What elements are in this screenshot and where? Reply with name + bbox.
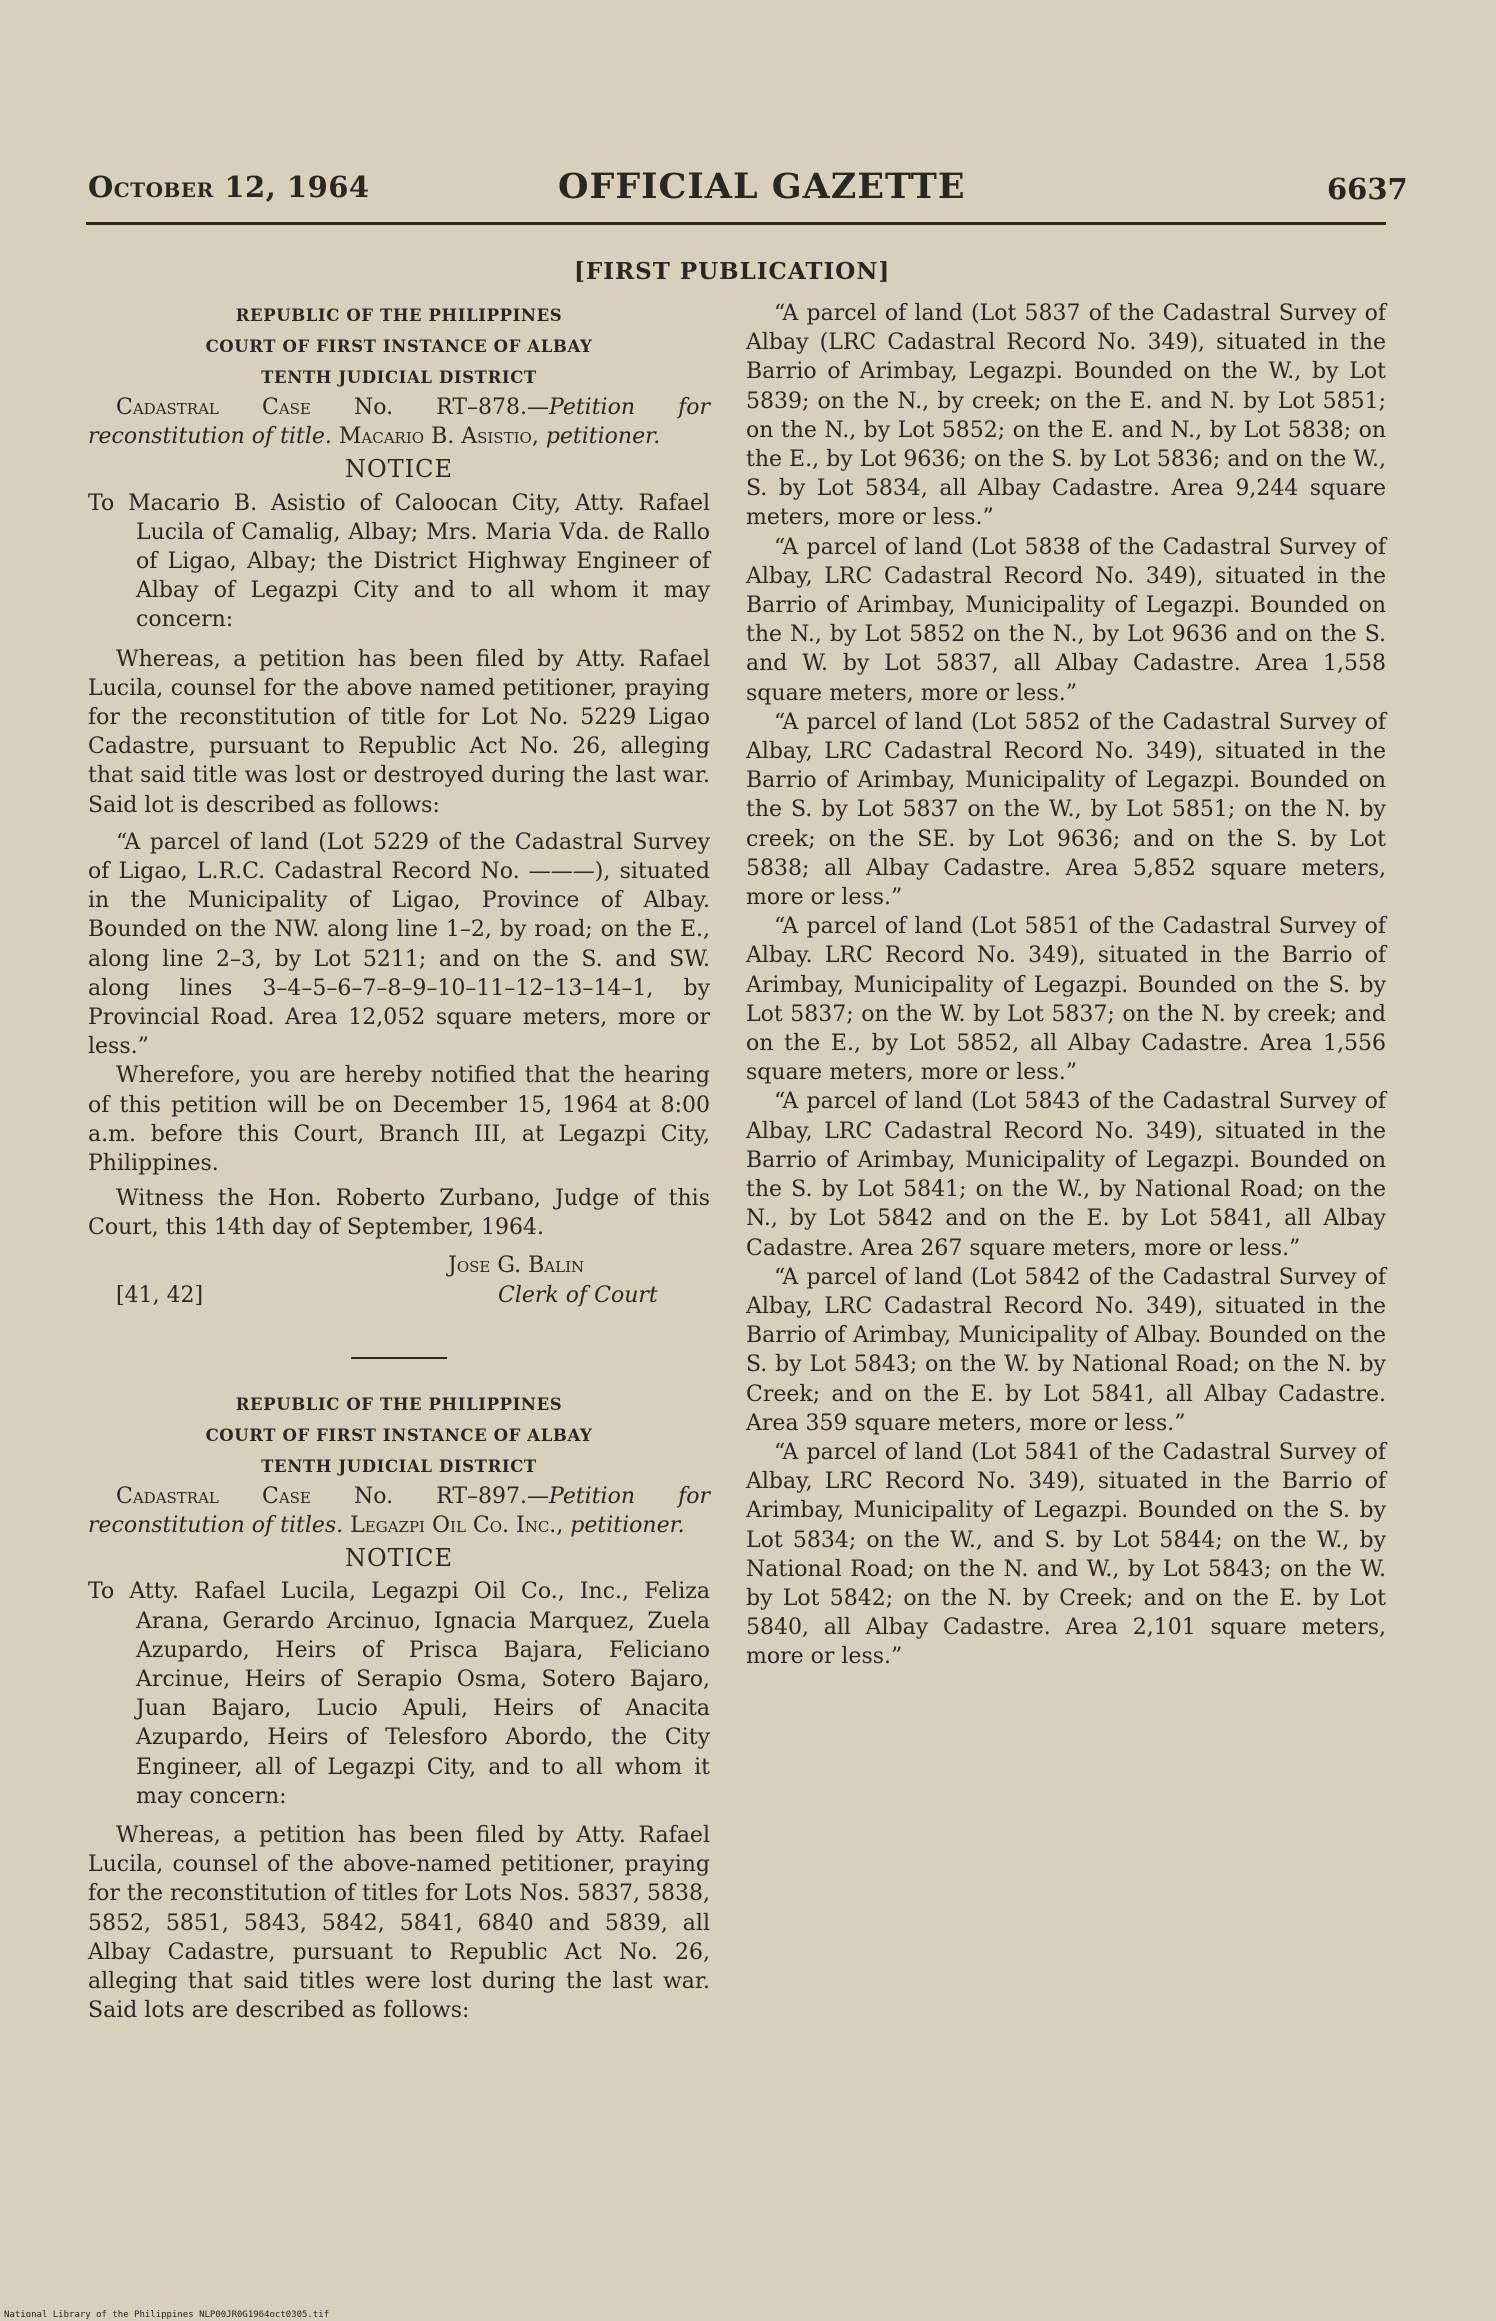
publication-label: [FIRST PUBLICATION] xyxy=(574,258,891,285)
running-head-title: OFFICIAL GAZETTE xyxy=(558,166,966,207)
notice-heading: NOTICE xyxy=(344,455,454,484)
notice-paragraph: Whereas, a petition has been filed by Atty. Rafael Lucila, counsel for the above named petitioner, praying for the reconstitution of title for Lot No. 5229 Ligao Cadastre, pursuant to Republic Act No. 26, alleging that said title was lost or destroyed during the last war. Said lot is described as follows: xyxy=(88,646,710,818)
notice-paragraph: “A parcel of land (Lot 5229 of the Cadastral Survey of Ligao, L.R.C. Cadastral Record No. ———), situated in the Municipality of Ligao, Province of Albay. Bounded on the NW. along line 1–2, by road; on the E., along line 2–3, by Lot 5211; and on the S. and SW. along lines 3–4–5–6–7–8–9–10–11–12–13–14–1, by Provincial Road. Area 12,052 square meters, more or less.” xyxy=(88,829,710,1060)
notice-addressee: To Atty. Rafael Lucila, Legazpi Oil Co., Inc., Feliza Arana, Gerardo Arcinuo, Ignacia Marquez, Zuela Azupardo, Heirs of Prisca Bajara, Feliciano Arcinue, Heirs of Serapio Osma, Sotero Bajaro, Juan Bajaro, Lucio Apuli, Heirs of Anacita Azupardo, Heirs of Telesforo Abordo, the City Engineer, all of Legazpi City, and to all whom it may concern: xyxy=(88,1579,710,1809)
lot-description: “A parcel of land (Lot 5852 of the Cadastral Survey of Albay, LRC Cadastral Record No. 349), situated in the Barrio of Arimbay, Municipality of Legazpi. Bounded on the S. by Lot 5837 on the W., by Lot 5851; on the N. by creek; on the SE. by Lot 9636; and on the S. by Lot 5838; all Albay Cadastre. Area 5,852 square meters, more or less.” xyxy=(746,709,1386,911)
court-line: TENTH JUDICIAL DISTRICT xyxy=(261,368,537,387)
signatory-name: Jose G. Balin xyxy=(448,1252,585,1278)
scan-credit: National Library of the Philippines NLP00JR0G1964oct0305.tif xyxy=(4,2310,330,2320)
lot-description: “A parcel of land (Lot 5838 of the Cadastral Survey of Albay, LRC Cadastral Record No. 349), situated in the Barrio of Arimbay, Municipality of Legazpi. Bounded on the N., by Lot 5852 on the N., by Lot 9636 and on the S. and W. by Lot 5837, all Albay Cadastre. Area 1,558 square meters, more or less.” xyxy=(746,534,1386,706)
court-line: COURT OF FIRST INSTANCE OF ALBAY xyxy=(205,337,593,356)
notice-addressee: To Macario B. Asistio of Caloocan City, Atty. Rafael Lucila of Camalig, Albay; Mrs. Maria Vda. de Rallo of Ligao, Albay; the District Highway Engineer of Albay of Legazpi City and to all whom it may concern: xyxy=(88,490,710,633)
case-caption xyxy=(88,1482,710,1540)
left-column xyxy=(88,300,710,2025)
case-subject: Petition for reconstitution of titles. xyxy=(88,1483,710,1538)
court-heading xyxy=(88,300,710,393)
signature-block xyxy=(88,1247,710,1313)
petitioner-role: petitioner. xyxy=(570,1512,685,1538)
court-line: COURT OF FIRST INSTANCE OF ALBAY xyxy=(205,1425,593,1445)
petitioner-name: Macario B. Asistio, xyxy=(338,424,539,450)
court-heading xyxy=(88,1389,710,1482)
notice-paragraph: Wherefore, you are hereby notified that the hearing of this petition will be on December 15, 1964 at 8:00 a.m. before this Court, Branch III, at Legazpi City, Philippines. xyxy=(88,1063,710,1177)
publication-reference: [41, 42] xyxy=(116,1282,204,1308)
case-caption xyxy=(88,393,710,451)
notice-paragraph: Witness the Hon. Roberto Zurbano, Judge of this Court, this 14th day of September, 1964. xyxy=(88,1186,710,1241)
page-number: 6637 xyxy=(1327,172,1408,206)
court-line: TENTH JUDICIAL DISTRICT xyxy=(261,1456,537,1476)
lot-description: “A parcel of land (Lot 5851 of the Cadastral Survey of Albay. LRC Record No. 349), situated in the Barrio of Arimbay, Municipality of Legazpi. Bounded on the S. by Lot 5837; on the W. by Lot 5837; on the N. by creek; and on the E., by Lot 5852, all Albay Cadastre. Area 1,556 square meters, more or less.” xyxy=(746,914,1386,1086)
case-label: Cadastral Case xyxy=(116,395,311,420)
notice-heading: NOTICE xyxy=(344,1544,454,1573)
running-head-date: October 12, 1964 xyxy=(88,170,370,204)
lot-description: “A parcel of land (Lot 5841 of the Cadastral Survey of Albay, LRC Record No. 349), situated in the Barrio of Arimbay, Municipality of Legazpi. Bounded on the S. by Lot 5834; on the W., and S. by Lot 5844; on the W., by National Road; on the N. and W., by Lot 5843; on the W. by Lot 5842; on the N. by Creek; and on the E. by Lot 5840, all Albay Cadastre. Area 2,101 square meters, more or less.” xyxy=(746,1439,1386,1670)
signatory-title: Clerk of Court xyxy=(498,1282,658,1308)
case-subject: Petition for reconstitution of title. xyxy=(88,395,710,450)
case-number: No. RT–897.— xyxy=(353,1483,549,1509)
lot-description: “A parcel of land (Lot 5842 of the Cadastral Survey of Albay, LRC Cadastral Record No. 349), situated in the Barrio of Arimbay, Municipality of Albay. Bounded on the S. by Lot 5843; on the W. by National Road; on the N. by Creek; and on the E. by Lot 5841, all Albay Cadastre. Area 359 square meters, more or less.” xyxy=(746,1264,1386,1436)
right-column xyxy=(746,299,1386,1672)
petitioner-name: Legazpi Oil Co. Inc., xyxy=(350,1512,564,1538)
lot-description: “A parcel of land (Lot 5837 of the Cadastral Survey of Albay (LRC Cadastral Record No. 349), situated in the Barrio of Arimbay, Legazpi. Bounded on the W., by Lot 5839; on the N., by creek; on the E. and N. by Lot 5851; on the N., by Lot 5852; on the E. and N., by Lot 5838; on the E., by Lot 9636; on the S. by Lot 5836; and on the W., S. by Lot 5834, all Albay Cadastre. Area 9,244 square meters, more or less.” xyxy=(746,301,1386,531)
notice-divider xyxy=(351,1357,447,1359)
header-rule xyxy=(86,222,1386,225)
notice-paragraph: Whereas, a petition has been filed by Atty. Rafael Lucila, counsel of the above-named petitioner, praying for the reconstitution of titles for Lots Nos. 5837, 5838, 5852, 5851, 5843, 5842, 5841, 6840 and 5839, all Albay Cadastre, pursuant to Republic Act No. 26, alleging that said titles were lost during the last war. Said lots are described as follows: xyxy=(88,1822,710,2024)
court-line: REPUBLIC OF THE PHILIPPINES xyxy=(235,306,563,325)
case-number: No. RT–878.— xyxy=(353,395,549,420)
case-label: Cadastral Case xyxy=(116,1483,311,1509)
lot-description: “A parcel of land (Lot 5843 of the Cadastral Survey of Albay, LRC Cadastral Record No. 349), situated in the Barrio of Arimbay, Municipality of Legazpi. Bounded on the S. by Lot 5841; on the W., by National Road; on the N., by Lot 5842 and on the E. by Lot 5841, all Albay Cadastre. Area 267 square meters, more or less.” xyxy=(746,1089,1386,1261)
court-line: REPUBLIC OF THE PHILIPPINES xyxy=(235,1394,563,1414)
petitioner-role: petitioner. xyxy=(545,424,661,450)
